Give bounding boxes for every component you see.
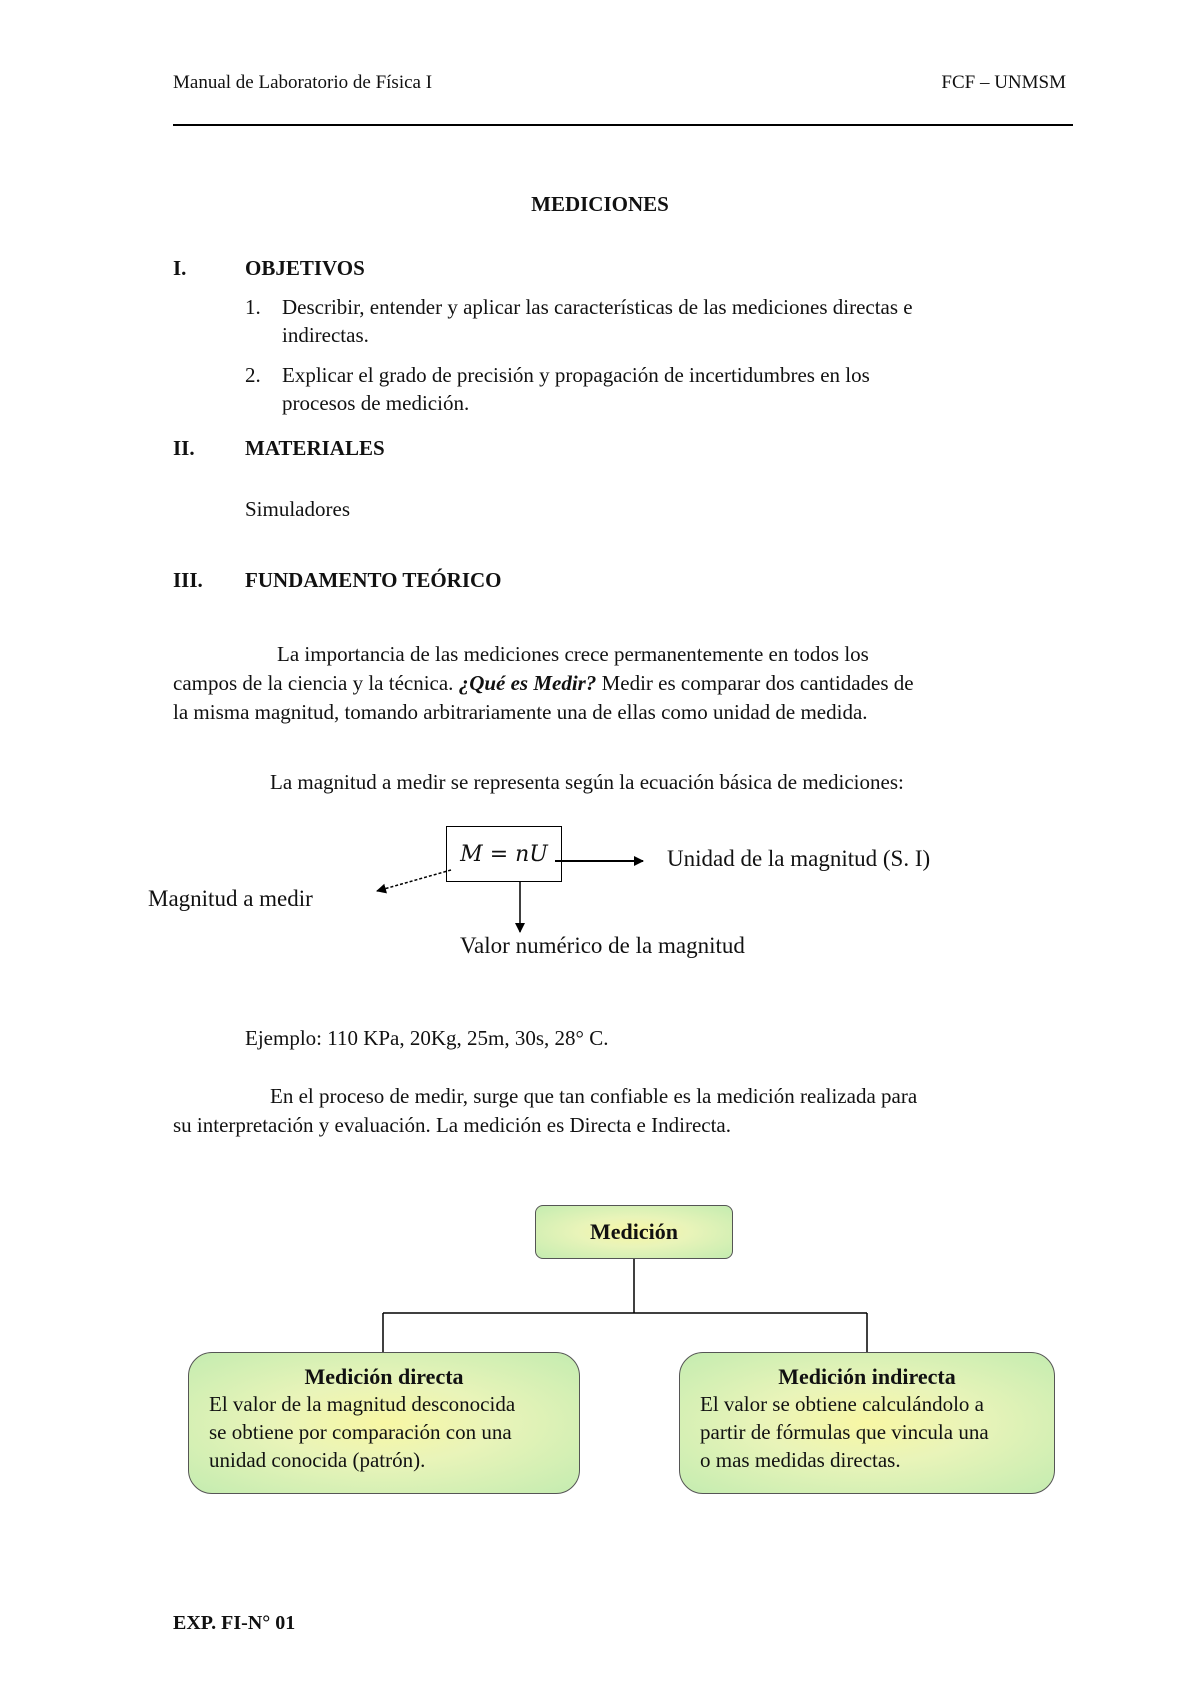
- node-directa-line1: El valor de la magnitud desconocida: [209, 1392, 516, 1416]
- theory-p1-line2-start: campos de la ciencia y la técnica.: [173, 671, 459, 695]
- section-number-1: I.: [173, 256, 187, 280]
- formula-equation: M = nU: [446, 826, 562, 882]
- node-medicion: [535, 1205, 733, 1259]
- section-title-materiales: MATERIALES: [245, 436, 385, 460]
- formula-label-unit: Unidad de la magnitud (S. I): [667, 846, 931, 871]
- theory-p3-line1: En el proceso de medir, surge que tan confiable es la medición realizada para: [270, 1084, 918, 1108]
- theory-p3-line2: su interpretación y evaluación. La medición es Directa e Indirecta.: [173, 1113, 731, 1137]
- theory-p1-line1: La importancia de las mediciones crece permanentemente en todos los: [277, 642, 869, 666]
- section-title-objetivos: OBJETIVOS: [245, 256, 365, 280]
- page-title: MEDICIONES: [531, 192, 669, 216]
- section-number-2: II.: [173, 436, 195, 460]
- theory-p1-line3: la misma magnitud, tomando arbitrariamente una de ellas como unidad de medida.: [173, 700, 868, 724]
- objective-2-line1: Explicar el grado de precisión y propagación de incertidumbres en los: [282, 363, 870, 387]
- theory-p2: La magnitud a medir se representa según la ecuación básica de mediciones:: [270, 770, 904, 794]
- question-what-is-measuring: ¿Qué es Medir?: [458, 671, 597, 695]
- theory-p1-line2-end: Medir es comparar dos cantidades de: [596, 671, 914, 695]
- formula-label-magnitude: Magnitud a medir: [148, 886, 313, 911]
- node-medicion-directa: [188, 1352, 580, 1494]
- node-indirecta-line3: o mas medidas directas.: [700, 1448, 901, 1472]
- node-directa-title: Medición directa: [304, 1364, 464, 1389]
- materials-text: Simuladores: [245, 497, 350, 521]
- node-medicion-indirecta: [679, 1352, 1055, 1494]
- section-title-fundamento: FUNDAMENTO TEÓRICO: [245, 568, 502, 592]
- node-indirecta-line2: partir de fórmulas que vincula una: [700, 1420, 989, 1444]
- section-number-3: III.: [173, 568, 203, 592]
- header-left-title: Manual de Laboratorio de Física I: [173, 72, 433, 93]
- objective-1-line2: indirectas.: [282, 323, 369, 347]
- node-directa-line3: unidad conocida (patrón).: [209, 1448, 426, 1472]
- node-indirecta-line1: El valor se obtiene calculándolo a: [700, 1392, 984, 1416]
- header-right-institution: FCF – UNMSM: [941, 72, 1066, 93]
- node-medicion-title: Medición: [590, 1219, 678, 1244]
- objective-2-line2: procesos de medición.: [282, 391, 470, 415]
- objective-2-number: 2.: [245, 363, 261, 387]
- example-text: Ejemplo: 110 KPa, 20Kg, 25m, 30s, 28° C.: [245, 1026, 609, 1050]
- formula-label-value: Valor numérico de la magnitud: [460, 933, 745, 958]
- node-indirecta-title: Medición indirecta: [778, 1364, 956, 1389]
- footer-experiment-number: EXP. FI-N° 01: [173, 1612, 296, 1634]
- objective-1-line1: Describir, entender y aplicar las características de las mediciones directas e: [282, 295, 913, 319]
- objective-1-number: 1.: [245, 295, 261, 319]
- node-directa-line2: se obtiene por comparación con una: [209, 1420, 512, 1444]
